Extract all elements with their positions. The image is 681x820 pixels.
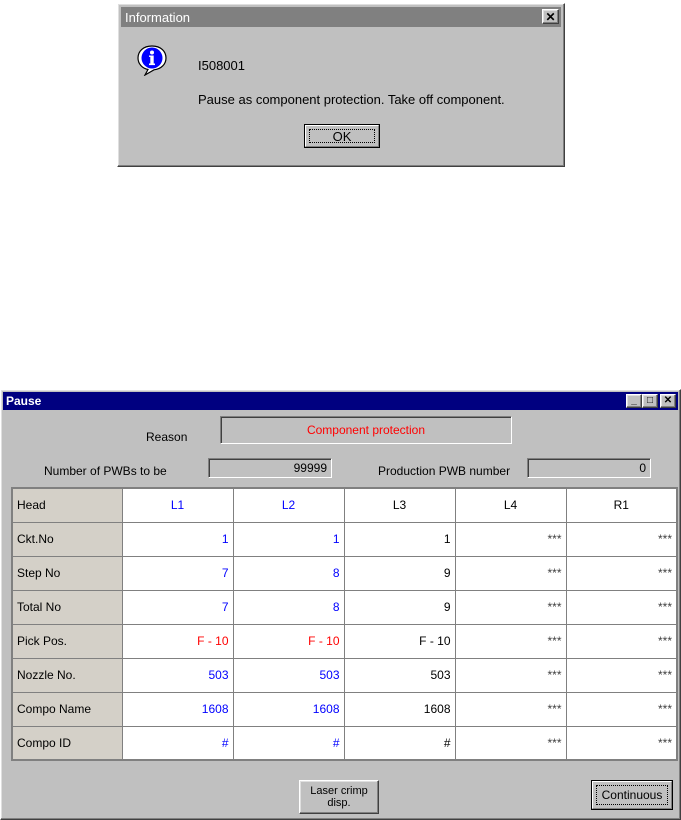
- table-row: [12, 522, 677, 556]
- column-header-l1: L1: [122, 488, 233, 522]
- column-header-l3: L3: [344, 488, 455, 522]
- row-label-step-no: Step No: [12, 556, 122, 590]
- reason-label: Reason: [146, 430, 188, 444]
- table-cell: #: [122, 726, 233, 760]
- table-row: [12, 624, 677, 658]
- info-message-text: Pause as component protection. Take off component.: [198, 92, 505, 107]
- table-cell: 8: [233, 590, 344, 624]
- production-pwb-value: 0: [527, 458, 651, 478]
- table-cell: ***: [566, 692, 677, 726]
- pwbs-to-be-value: 99999: [208, 458, 332, 478]
- maximize-icon[interactable]: □: [642, 394, 658, 408]
- minimize-icon[interactable]: _: [626, 394, 642, 408]
- table-cell: 1: [344, 522, 455, 556]
- column-header-r1: R1: [566, 488, 677, 522]
- row-label-ckt-no: Ckt.No: [12, 522, 122, 556]
- info-message-code: I508001: [198, 58, 245, 73]
- table-row: [12, 726, 677, 760]
- table-cell: 503: [233, 658, 344, 692]
- table-cell: 9: [344, 590, 455, 624]
- row-label-pick-pos: Pick Pos.: [12, 624, 122, 658]
- table-cell: 1: [233, 522, 344, 556]
- information-dialog: [117, 3, 565, 167]
- table-cell: F - 10: [344, 624, 455, 658]
- info-dialog-title: Information: [125, 9, 191, 25]
- info-icon: [136, 44, 168, 76]
- table-cell: #: [344, 726, 455, 760]
- table-cell: 7: [122, 556, 233, 590]
- table-cell: 1608: [233, 692, 344, 726]
- table-cell: ***: [566, 522, 677, 556]
- table-row: [12, 590, 677, 624]
- column-header-l4: L4: [455, 488, 566, 522]
- info-dialog-titlebar[interactable]: [121, 7, 561, 27]
- laser-button-label-line1: Laser crimp: [310, 785, 368, 797]
- table-cell: 1608: [344, 692, 455, 726]
- info-dialog-close-icon[interactable]: ✕: [542, 9, 559, 24]
- table-row: [12, 556, 677, 590]
- table-cell: ***: [455, 624, 566, 658]
- table-cell: 8: [233, 556, 344, 590]
- table-cell: 503: [122, 658, 233, 692]
- table-cell: ***: [455, 726, 566, 760]
- table-cell: 9: [344, 556, 455, 590]
- table-header-row: [12, 488, 677, 522]
- column-header-l2: L2: [233, 488, 344, 522]
- table-cell: 1: [122, 522, 233, 556]
- head-column-label: Head: [12, 488, 122, 522]
- ok-button[interactable]: [304, 124, 380, 148]
- pwbs-to-be-label: Number of PWBs to be: [44, 464, 167, 478]
- reason-value: Component protection: [220, 416, 512, 444]
- ok-button-label: OK: [332, 128, 352, 144]
- table-cell: 503: [344, 658, 455, 692]
- continuous-button[interactable]: [591, 780, 673, 810]
- pause-window-title: Pause: [6, 394, 42, 408]
- pause-window: [0, 389, 681, 820]
- head-status-table: [11, 487, 678, 761]
- table-cell: #: [233, 726, 344, 760]
- production-pwb-label: Production PWB number: [378, 464, 511, 478]
- table-cell: 1608: [122, 692, 233, 726]
- laser-crimp-disp-button[interactable]: [299, 780, 379, 814]
- table-row: [12, 692, 677, 726]
- row-label-compo-name: Compo Name: [12, 692, 122, 726]
- row-label-compo-id: Compo ID: [12, 726, 122, 760]
- table-cell: ***: [455, 556, 566, 590]
- table-cell: ***: [566, 556, 677, 590]
- table-row: [12, 658, 677, 692]
- pause-window-titlebar[interactable]: [3, 392, 678, 410]
- table-cell: ***: [566, 624, 677, 658]
- table-cell: ***: [455, 522, 566, 556]
- table-cell: ***: [455, 658, 566, 692]
- row-label-total-no: Total No: [12, 590, 122, 624]
- table-cell: ***: [566, 590, 677, 624]
- table-cell: ***: [566, 658, 677, 692]
- table-cell: ***: [455, 692, 566, 726]
- table-cell: ***: [566, 726, 677, 760]
- table-cell: F - 10: [122, 624, 233, 658]
- row-label-nozzle-no: Nozzle No.: [12, 658, 122, 692]
- table-cell: ***: [455, 590, 566, 624]
- pause-window-close-icon[interactable]: ✕: [660, 394, 676, 408]
- table-cell: F - 10: [233, 624, 344, 658]
- table-cell: 7: [122, 590, 233, 624]
- laser-button-label-line2: disp.: [327, 797, 351, 809]
- continuous-button-label: Continuous: [601, 788, 663, 802]
